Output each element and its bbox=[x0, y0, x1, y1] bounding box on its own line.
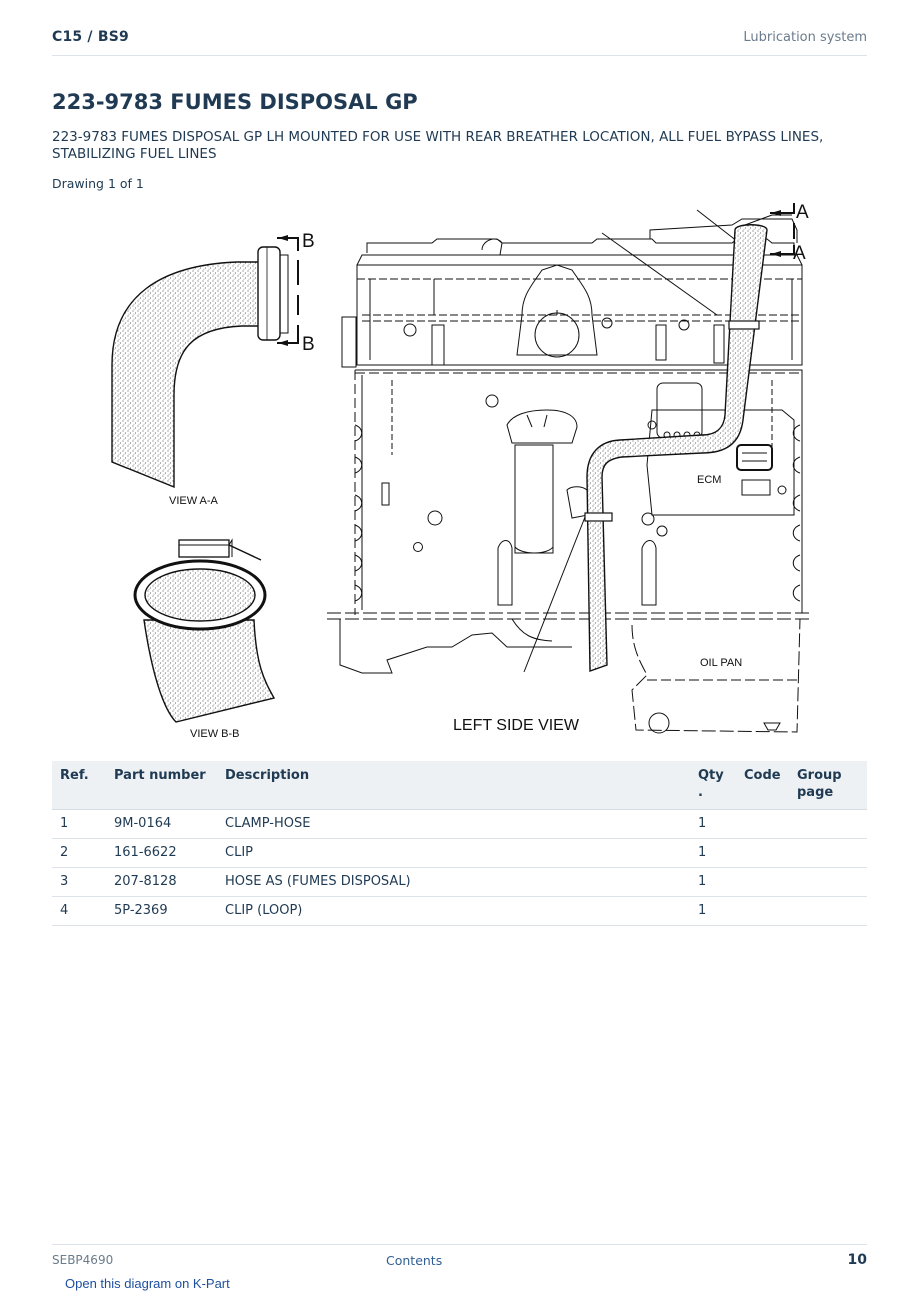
table-header-row bbox=[52, 761, 867, 810]
cell-code bbox=[736, 897, 789, 926]
cell-qty: 1 bbox=[690, 897, 736, 926]
cell-qty: 1 bbox=[690, 839, 736, 868]
cell-group-page bbox=[789, 897, 867, 926]
cell-ref: 3 bbox=[52, 868, 106, 897]
view-aa-drawing bbox=[112, 231, 315, 507]
left-side-view-label: LEFT SIDE VIEW bbox=[453, 717, 579, 734]
group-header-line2: page bbox=[797, 785, 834, 800]
cell-code bbox=[736, 839, 789, 868]
qty-header-line1: Qty bbox=[698, 768, 724, 783]
page-title: 223-9783 FUMES DISPOSAL GP bbox=[52, 90, 418, 114]
parts-table bbox=[52, 761, 867, 926]
section-a-top-label: A bbox=[796, 202, 809, 223]
cell-code bbox=[736, 810, 789, 839]
cell-ref: 1 bbox=[52, 810, 106, 839]
cell-part-number: 5P-2369 bbox=[106, 897, 217, 926]
cell-group-page bbox=[789, 839, 867, 868]
open-kpart-link[interactable]: Open this diagram on K-Part bbox=[65, 1276, 230, 1291]
page-subtitle: 223-9783 FUMES DISPOSAL GP LH MOUNTED FOR USE WITH REAR BREATHER LOCATION, ALL FUEL BYPASS LINES, STABILIZING FUEL LINES bbox=[52, 129, 824, 162]
fumes-hose-drawing bbox=[585, 202, 809, 671]
col-part-number-header: Part number bbox=[106, 761, 217, 810]
group-header-line1: Group bbox=[797, 768, 842, 783]
cell-description: CLIP bbox=[217, 839, 690, 868]
footer-divider bbox=[52, 1244, 867, 1245]
document-number: SEBP4690 bbox=[52, 1253, 114, 1267]
qty-header-line2: . bbox=[698, 785, 703, 800]
cell-description: CLIP (LOOP) bbox=[217, 897, 690, 926]
table-row bbox=[52, 868, 867, 897]
cell-code bbox=[736, 868, 789, 897]
oil-pan-label: OIL PAN bbox=[700, 657, 743, 669]
cell-qty: 1 bbox=[690, 810, 736, 839]
header-divider bbox=[52, 55, 867, 56]
contents-link[interactable]: Contents bbox=[386, 1253, 443, 1268]
cell-part-number: 207-8128 bbox=[106, 868, 217, 897]
col-code-header: Code bbox=[736, 761, 789, 810]
section-label: Lubrication system bbox=[743, 30, 867, 45]
cell-part-number: 161-6622 bbox=[106, 839, 217, 868]
col-ref-header: Ref. bbox=[52, 761, 106, 810]
page-number: 10 bbox=[847, 1252, 867, 1268]
cell-ref: 4 bbox=[52, 897, 106, 926]
col-description-header: Description bbox=[217, 761, 690, 810]
model-label: C15 / BS9 bbox=[52, 29, 129, 45]
parts-diagram bbox=[52, 195, 867, 750]
col-group-page-header bbox=[789, 761, 867, 810]
cell-description: HOSE AS (FUMES DISPOSAL) bbox=[217, 868, 690, 897]
section-b-top-label: B bbox=[302, 231, 315, 252]
cell-group-page bbox=[789, 868, 867, 897]
view-aa-label: VIEW A-A bbox=[169, 495, 218, 507]
table-row bbox=[52, 897, 867, 926]
cell-description: CLAMP-HOSE bbox=[217, 810, 690, 839]
ecm-label: ECM bbox=[697, 474, 722, 486]
table-row bbox=[52, 810, 867, 839]
cell-ref: 2 bbox=[52, 839, 106, 868]
cell-qty: 1 bbox=[690, 868, 736, 897]
parts-diagram-svg bbox=[52, 195, 867, 750]
section-a-bottom-label: A bbox=[793, 243, 806, 264]
col-qty-header bbox=[690, 761, 736, 810]
drawing-counter: Drawing 1 of 1 bbox=[52, 176, 144, 191]
view-bb-drawing bbox=[135, 540, 274, 740]
section-b-bottom-label: B bbox=[302, 334, 315, 355]
view-bb-label: VIEW B-B bbox=[190, 728, 240, 740]
cell-group-page bbox=[789, 810, 867, 839]
cell-part-number: 9M-0164 bbox=[106, 810, 217, 839]
table-row bbox=[52, 839, 867, 868]
